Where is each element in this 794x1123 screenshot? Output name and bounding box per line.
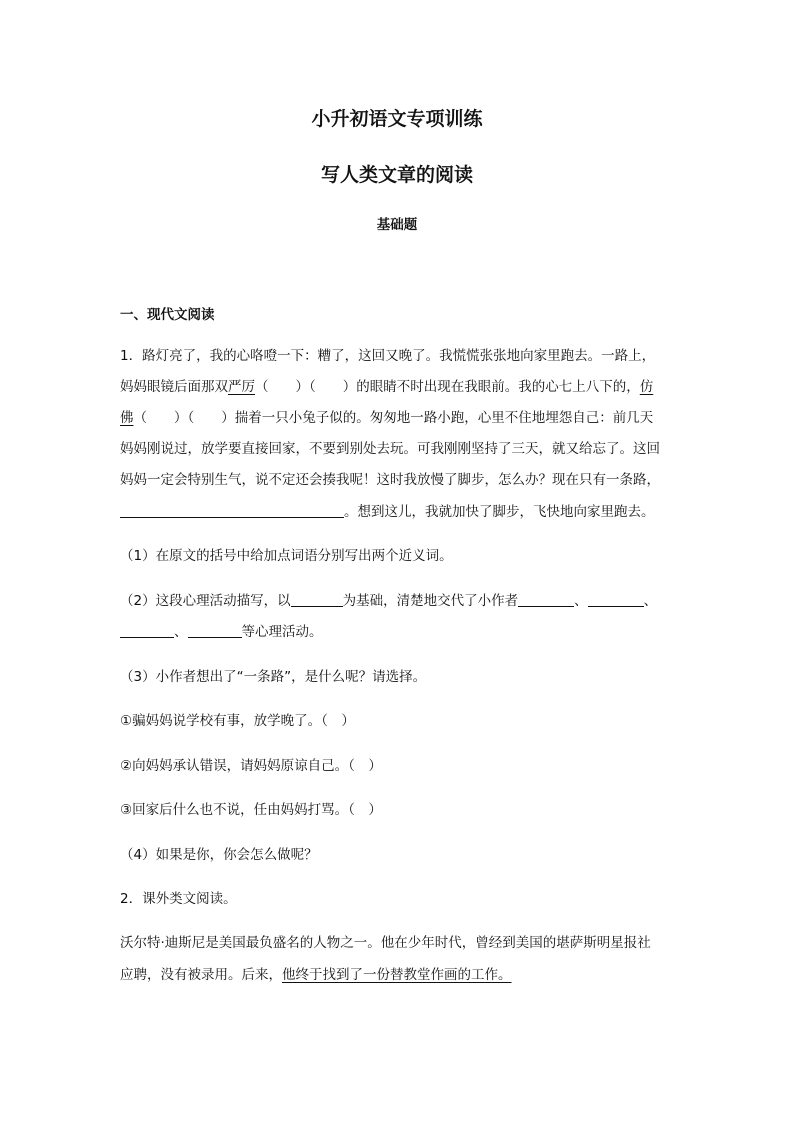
q1-passage-line: 1．路灯亮了，我的心咯噔一下：糟了，这回又晚了。我慌慌张张地向家里跑去。一路上， xyxy=(120,348,656,364)
answer-blank[interactable] xyxy=(120,623,174,638)
q1-passage-line: 。想到这儿，我就加快了脚步，飞快地向家里跑去。 xyxy=(120,503,655,521)
q1-subquestion-4: （4）如果是你，你会怎么做呢？ xyxy=(120,847,318,863)
q2-passage-line: 沃尔特·迪斯尼是美国最负盛名的人物之一。他在少年时代，曾经到美国的堪萨斯明星报社 xyxy=(120,935,651,951)
choice-option-2[interactable]: ②向妈妈承认错误，请妈妈原谅自己。（ ） xyxy=(120,758,382,774)
q1-passage-line: 妈妈一定会特别生气，说不定还会揍我呢！这时我放慢了脚步，怎么办？现在只有一条路， xyxy=(120,472,660,488)
document-subtitle: 写人类文章的阅读 xyxy=(320,164,473,186)
answer-blank[interactable] xyxy=(291,592,343,607)
q1-subquestion-1: （1）在原文的括号中给加点词语分别写出两个近义词。 xyxy=(120,548,453,564)
q1-passage-line: 妈妈刚说过，放学要直接回家，不要到别处去玩。可我刚刚坚持了三天，就又给忘了。这回 xyxy=(120,441,660,457)
choice-option-3[interactable]: ③回家后什么也不说，任由妈妈打骂。（ ） xyxy=(120,802,382,818)
answer-blank[interactable] xyxy=(518,592,574,607)
document-title: 小升初语文专项训练 xyxy=(311,108,483,130)
q2-title: 2．课外类文阅读。 xyxy=(120,891,237,907)
underlined-sentence: 他终于找到了一份替教堂作画的工作。 xyxy=(282,967,512,983)
answer-blank[interactable] xyxy=(188,623,242,638)
difficulty-level: 基础题 xyxy=(376,217,418,233)
dotted-word-as-if-part1: 仿 xyxy=(639,379,654,395)
choice-option-1[interactable]: ①骗妈妈说学校有事，放学晚了。（ ） xyxy=(120,713,355,729)
answer-blank[interactable] xyxy=(120,503,344,518)
q1-subquestion-2: （2）这段心理活动描写，以 为基础，清楚地交代了小作者 、 、 xyxy=(120,593,658,609)
dotted-word-strict: 严厉 xyxy=(228,379,255,395)
q1-passage-line: 妈妈眼镜后面那双严厉（ ）（ ）的眼睛不时出现在我眼前。我的心七上八下的，仿 xyxy=(120,379,654,395)
answer-blank[interactable] xyxy=(588,592,644,607)
q1-subquestion-2-cont: 、 等心理活动。 xyxy=(120,623,323,641)
q1-passage-line: 佛（ ）（ ）揣着一只小兔子似的。匆匆地一路小跑，心里不住地埋怨自己：前几天 xyxy=(120,410,654,426)
q2-passage-line: 应聘，没有被录用。后来，他终于找到了一份替教堂作画的工作。 xyxy=(120,967,512,983)
dotted-word-as-if-part2: 佛 xyxy=(120,410,134,426)
section-heading-modern-reading: 一、现代文阅读 xyxy=(120,307,215,323)
q1-subquestion-3: （3）小作者想出了“一条路”，是什么呢？请选择。 xyxy=(120,669,427,685)
